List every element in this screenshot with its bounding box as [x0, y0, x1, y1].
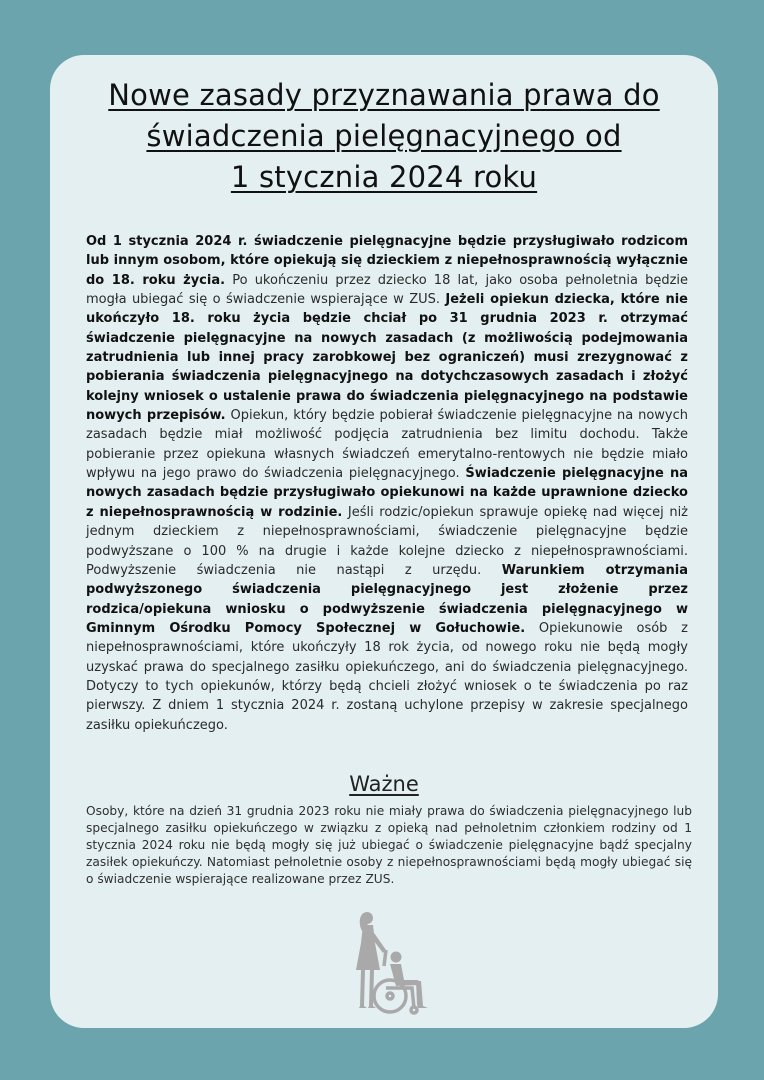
title-line-3: 1 stycznia 2024 roku	[230, 160, 538, 194]
text-run: Opiekunowie osób z niepełnosprawnościami, które ukończyły 18 rok życia, od nowego roku nie będą mogły uzyskać prawa do specjalnego zasiłku opiekuńczego, ani do świadczenia pielęgnacyjnego. Dotyczy to tych opiekunów, którzy będą chcieli złożyć wniosek o te świadczenia po raz pierwszy. Z dniem 1 stycznia 2024 r. zostaną uchylone przepisy w zakresie specjalnego zasiłku opiekuńczego.	[86, 620, 688, 733]
text-run-bold: Od 1 stycznia 2024 r. świadczenie pielęgnacyjne będzie przysługiwało rodzicom lub innym osobom, które opiekują się dzieckiem z niepełnosprawnością wyłącznie do 18. roku życia.	[86, 234, 688, 288]
text-run-bold: Jeżeli opiekun dziecka, które nie ukończyło 18. roku życia będzie chciał po 31 grudnia 2023 r. otrzymać świadczenie pielęgnacyjne na nowych zasadach (z możliwością podejmowania zatrudnienia lub innej pracy zarobkowej bez ograniczeń) musi zrezygnować z pobierania świadczenia pielęgnacyjnego na dotychczasowych zasadach i złożyć kolejny wniosek o ustalenie prawa do świadczenia pielęgnacyjnego na podstawie nowych przepisów.	[86, 292, 688, 424]
text-run-bold: Świadczenie pielęgnacyjne na nowych zasadach będzie przysługiwało opiekunowi na każde uprawnione dziecko z niepełnosprawnością w rodzinie.	[86, 466, 689, 520]
document-title	[70, 75, 698, 198]
main-paragraph	[86, 232, 688, 735]
title-line-2: świadczenia pielęgnacyjnego od	[146, 119, 622, 153]
text-run: Opiekun, który będzie pobierał świadczenie pielęgnacyjne na nowych zasadach będzie miał możliwość podjęcia zatrudnienia bez limitu dochodu. Także pobieranie przez opiekuna własnych świadczeń emerytalno-rentowych nie będzie miało wpływu na jego prawo do świadczenia pielęgnacyjnego.	[86, 408, 688, 482]
caregiver-wheelchair-icon	[346, 910, 430, 1018]
text-run-bold: Warunkiem otrzymania podwyższonego świadczenia pielęgnacyjnego jest złożenie przez rodzica/opiekuna wniosku o podwyższenie świadczenia pielęgnacyjnego w Gminnym Ośrodku Pomocy Społecznej w Gołuchowie.	[86, 562, 688, 636]
note-paragraph: Osoby, które na dzień 31 grudnia 2023 roku nie miały prawa do świadczenia pielęgnacyjnego lub specjalnego zasiłku opiekuńczego w związku z opieką nad pełnoletnim członkiem rodziny od 1 stycznia 2024 roku nie będą mogły się już ubiegać o świadczenie pielęgnacyjne bądź specjalny zasiłek opiekuńczy. Natomiast pełnoletnie osoby z niepełnosprawnościami będą mogły ubiegać się o świadczenie wspierające realizowane przez ZUS.	[86, 804, 692, 886]
section-heading-text: Ważne	[349, 772, 419, 796]
section-heading-wazne	[70, 770, 698, 798]
text-run: Po ukończeniu przez dziecko 18 lat, jako osoba pełnoletnia będzie mogła ubiegać się o świadczenie wspierające w ZUS.	[86, 272, 688, 308]
title-line-1: Nowe zasady przyznawania prawa do	[108, 78, 660, 112]
text-run: Jeśli rodzic/opiekun sprawuje opiekę nad więcej niż jednym dzieckiem z niepełnosprawnościami, świadczenie pielęgnacyjne będzie podwyższane o 100 % na drugie i każde kolejne dziecko z niepełnosprawnościami. Podwyższenie świadczenia nie nastąpi z urzędu.	[86, 504, 688, 578]
